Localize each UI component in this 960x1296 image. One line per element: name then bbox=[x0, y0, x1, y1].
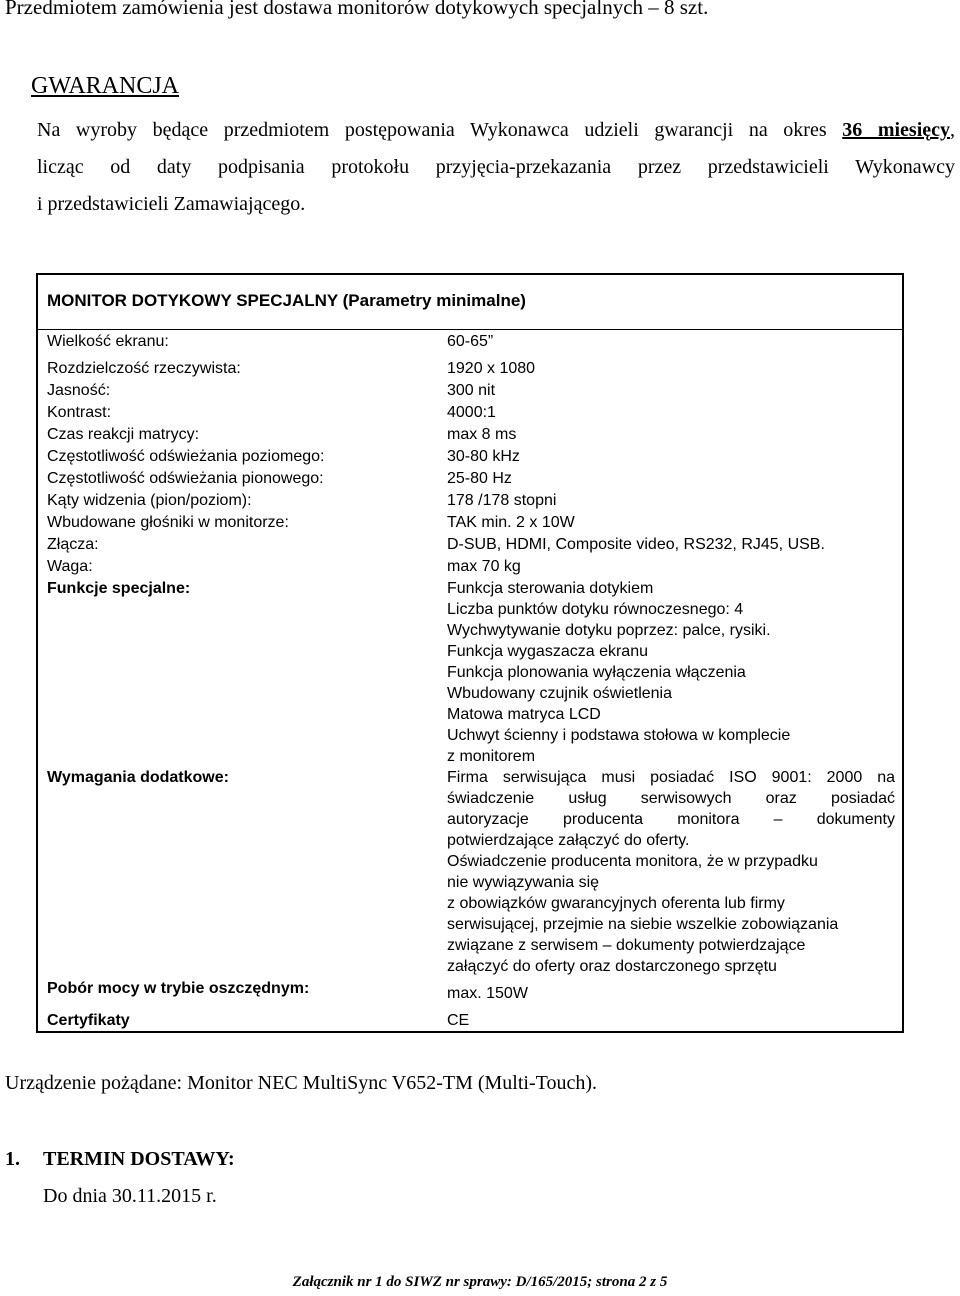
special-function-item: Funkcja wygaszacza ekranu bbox=[447, 643, 648, 660]
spec-label: Kąty widzenia (pion/poziom): bbox=[47, 492, 252, 509]
spec-divider bbox=[36, 329, 904, 330]
additional-requirement-line: Oświadczenie producenta monitora, że w przypadku bbox=[447, 853, 818, 870]
delivery-date: Do dnia 30.11.2015 r. bbox=[43, 1185, 217, 1207]
additional-requirement-line: związane z serwisem – dokumenty potwierdzające bbox=[447, 937, 806, 954]
spec-value: D-SUB, HDMI, Composite video, RS232, RJ45, USB. bbox=[447, 536, 825, 553]
spec-value: 30-80 kHz bbox=[447, 448, 520, 465]
special-function-item: Wychwytywanie dotyku poprzez: palce, rysiki. bbox=[447, 622, 771, 639]
additional-requirement-line: świadczenie usług serwisowych oraz posiadać bbox=[447, 790, 895, 807]
special-function-item: Funkcja sterowania dotykiem bbox=[447, 580, 654, 597]
additional-requirements-label: Wymagania dodatkowe: bbox=[47, 769, 229, 786]
additional-requirement-line: nie wywiązywania się bbox=[447, 874, 600, 891]
section-number: 1. bbox=[5, 1148, 20, 1170]
additional-requirement-line: serwisującej, przejmie na siebie wszelkie zobowiązania bbox=[447, 916, 839, 933]
guarantee-text: Na wyroby będące przedmiotem postępowania Wykonawca udzieli gwarancji na okres bbox=[37, 119, 843, 141]
special-function-item: z monitorem bbox=[447, 748, 536, 765]
special-functions-label: Funkcje specjalne: bbox=[47, 580, 191, 597]
special-function-item: Funkcja plonowania wyłączenia włączenia bbox=[447, 664, 746, 681]
spec-label: Częstotliwość odświeżania poziomego: bbox=[47, 448, 325, 465]
spec-value: 178 /178 stopni bbox=[447, 492, 557, 509]
additional-requirement-line: potwierdzające załączyć do oferty. bbox=[447, 832, 690, 849]
spec-value: 1920 x 1080 bbox=[447, 360, 536, 377]
certificates-value: CE bbox=[447, 1012, 470, 1029]
spec-label: Wbudowane głośniki w monitorze: bbox=[47, 514, 289, 531]
certificates-label: Certyfikaty bbox=[47, 1012, 130, 1029]
spec-label: Jasność: bbox=[47, 382, 111, 399]
spec-label: Waga: bbox=[47, 558, 93, 575]
section-title: TERMIN DOSTAWY: bbox=[43, 1148, 235, 1170]
guarantee-line-3: i przedstawicieli Zamawiającego. bbox=[37, 193, 306, 215]
spec-value: 300 nit bbox=[447, 382, 496, 399]
spec-label: Złącza: bbox=[47, 536, 99, 553]
guarantee-line-2: licząc od daty podpisania protokołu przyjęcia-przekazania przez przedstawicieli Wykonawcy bbox=[37, 156, 955, 178]
spec-value: max 70 kg bbox=[447, 558, 521, 575]
additional-requirement-line: autoryzacje producenta monitora – dokumenty bbox=[447, 811, 895, 828]
special-function-item: Uchwyt ścienny i podstawa stołowa w komplecie bbox=[447, 727, 791, 744]
spec-value: max 8 ms bbox=[447, 426, 517, 443]
spec-value: 25-80 Hz bbox=[447, 470, 512, 487]
page-footer: Załącznik nr 1 do SIWZ nr sprawy: D/165/2015; strona 2 z 5 bbox=[292, 1274, 668, 1290]
spec-label: Częstotliwość odświeżania pionowego: bbox=[47, 470, 324, 487]
intro-text: Przedmiotem zamówienia jest dostawa monitorów dotykowych specjalnych – 8 szt. bbox=[5, 0, 709, 19]
guarantee-period: 36 miesięcy bbox=[842, 119, 950, 141]
spec-label: Czas reakcji matrycy: bbox=[47, 426, 200, 443]
guarantee-title: GWARANCJA bbox=[31, 73, 180, 99]
additional-requirement-line: z obowiązków gwarancyjnych oferenta lub firmy bbox=[447, 895, 785, 912]
spec-value: 60-65” bbox=[447, 333, 494, 350]
spec-value: TAK min. 2 x 10W bbox=[447, 514, 575, 531]
special-function-item: Wbudowany czujnik oświetlenia bbox=[447, 685, 672, 702]
special-function-item: Liczba punktów dotyku równoczesnego: 4 bbox=[447, 601, 744, 618]
preferred-device: Urządzenie pożądane: Monitor NEC MultiSync V652-TM (Multi-Touch). bbox=[5, 1072, 597, 1094]
power-value: max. 150W bbox=[447, 985, 528, 1002]
power-label: Pobór mocy w trybie oszczędnym: bbox=[47, 980, 310, 997]
special-function-item: Matowa matryca LCD bbox=[447, 706, 601, 723]
spec-value: 4000:1 bbox=[447, 404, 496, 421]
spec-label: Wielkość ekranu: bbox=[47, 333, 169, 350]
additional-requirement-line: Firma serwisująca musi posiadać ISO 9001: 2000 na bbox=[447, 769, 895, 786]
guarantee-line-1 bbox=[37, 119, 955, 142]
spec-label: Rozdzielczość rzeczywista: bbox=[47, 360, 241, 377]
additional-requirement-line: załączyć do oferty oraz dostarczonego sprzętu bbox=[447, 958, 777, 975]
spec-title: MONITOR DOTYKOWY SPECJALNY (Parametry minimalne) bbox=[47, 291, 526, 310]
guarantee-comma: , bbox=[950, 119, 955, 141]
spec-label: Kontrast: bbox=[47, 404, 112, 421]
